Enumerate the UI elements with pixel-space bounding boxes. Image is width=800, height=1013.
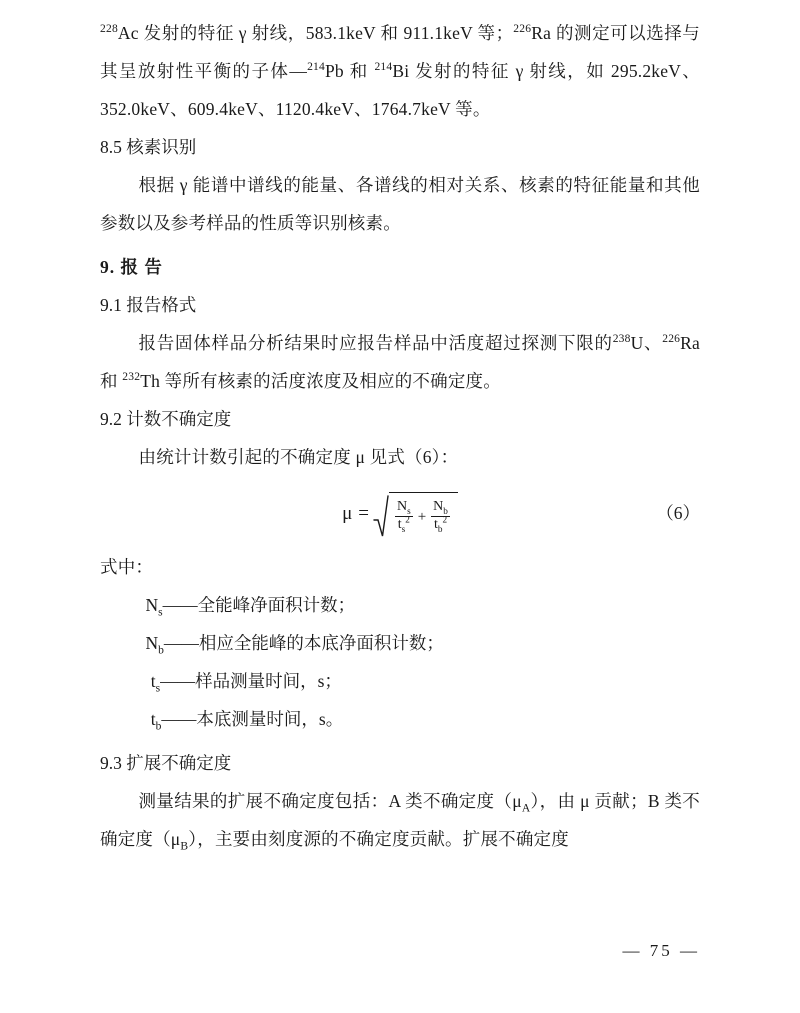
definition-subscript: b xyxy=(158,644,164,657)
fraction-denominator xyxy=(395,513,413,534)
formula-lhs: μ xyxy=(342,503,353,524)
heading-9-2: 9.2 计数不确定度 xyxy=(100,409,232,429)
heading-9-1: 9.1 报告格式 xyxy=(100,295,197,315)
definition-text: ——本底测量时间，s。 xyxy=(161,709,344,729)
definition-symbol: N xyxy=(145,633,159,653)
page-footer: — 75 — xyxy=(622,941,700,960)
text-segment: 测量结果的扩展不确定度包括：A 类不确定度（μ xyxy=(138,791,522,811)
definition-text: ——全能峰净面积计数； xyxy=(162,595,356,615)
fraction-term-2 xyxy=(430,500,451,533)
definition-subscript: s xyxy=(158,606,163,619)
formula-block-6 xyxy=(100,482,700,546)
text-segment: Ra 和 xyxy=(100,333,700,391)
denominator-symbol: t xyxy=(397,516,402,532)
definition-item xyxy=(100,662,700,700)
text-segment: ），主要由刻度源的不确定度贡献。扩展不确定度 xyxy=(188,829,569,849)
subscript-label: A xyxy=(521,802,531,815)
definition-text: ——相应全能峰的本底净面积计数； xyxy=(163,633,444,653)
definition-item xyxy=(100,624,700,662)
denominator-subscript: s xyxy=(401,523,406,534)
superscript-mass-number: 214 xyxy=(307,61,325,74)
definition-item xyxy=(100,586,700,624)
denominator-exponent: 2 xyxy=(405,513,410,524)
square-root-icon xyxy=(373,492,458,536)
denominator-subscript: b xyxy=(437,523,443,534)
numerator-subscript: s xyxy=(407,505,411,516)
text-segment: Th 等所有核素的活度浓度及相应的不确定度。 xyxy=(140,371,501,391)
heading-9: 9. 报 告 xyxy=(100,257,163,277)
definition-symbol: t xyxy=(150,671,156,691)
paragraph-9-2-body: 由统计计数引起的不确定度 μ 见式（6）： xyxy=(138,447,459,467)
text-segment: ），由 μ 贡献；B 类不确定度（μ xyxy=(100,791,700,849)
fraction-numerator xyxy=(430,500,451,516)
superscript-mass-number: 238 xyxy=(612,333,631,346)
numerator-symbol: N xyxy=(396,498,408,514)
definition-text: ——样品测量时间，s； xyxy=(160,671,342,691)
superscript-mass-number: 226 xyxy=(513,23,532,36)
superscript-mass-number: 226 xyxy=(662,333,681,346)
paragraph-text-c: 以选择与其呈放射性平衡的子体— xyxy=(100,23,700,81)
text-segment: 报告固体样品分析结果时应报告样品中活度超过探测下限的 xyxy=(138,333,613,353)
heading-9-3: 9.3 扩展不确定度 xyxy=(100,753,232,773)
paragraph-9-1-body xyxy=(100,324,700,400)
plus-operator: + xyxy=(417,508,427,525)
subscript-label: B xyxy=(180,840,189,853)
paragraph-text-e: Bi 发射的特征 γ 射线， xyxy=(392,61,587,81)
definition-symbol: N xyxy=(145,595,159,615)
formula-expression xyxy=(342,492,458,536)
paragraph-9-3-body xyxy=(100,782,700,858)
superscript-mass-number: 214 xyxy=(374,61,393,74)
superscript-mass-number: 228 xyxy=(100,23,118,36)
paragraph-text-a: Ac 发射的特征 γ 射线，583.1keV 和 911.1keV 等； xyxy=(117,23,514,43)
definition-subscript: b xyxy=(155,720,162,733)
where-label: 式中： xyxy=(100,557,154,577)
formula-number: （6） xyxy=(656,503,700,523)
definition-symbol: t xyxy=(150,709,156,729)
definition-subscript: s xyxy=(155,682,161,695)
formula-equals: = xyxy=(358,503,369,524)
denominator-exponent: 2 xyxy=(442,513,448,524)
numerator-symbol: N xyxy=(433,498,444,514)
text-segment: U、 xyxy=(630,333,663,353)
paragraph-continuation xyxy=(100,14,700,128)
definition-item xyxy=(100,700,700,738)
superscript-mass-number: 232 xyxy=(122,371,141,384)
fraction-term-1 xyxy=(394,500,414,533)
formula-radicand xyxy=(389,492,458,536)
paragraph-text-f: 如 295.2keV、352.0keV、609.4keV、1120.4keV、1764.7keV 等。 xyxy=(100,61,701,119)
fraction-denominator xyxy=(431,513,450,534)
paragraph-text-d: Pb 和 xyxy=(325,61,375,81)
denominator-symbol: t xyxy=(433,516,438,532)
radical-sign-glyph xyxy=(373,494,389,538)
paragraph-text-b: Ra 的测定可 xyxy=(531,23,629,43)
paragraph-8-5-body: 根据 γ 能谱中谱线的能量、各谱线的相对关系、核素的特征能量和其他参数以及参考样品的性质等识别核素。 xyxy=(100,175,700,233)
fraction-numerator xyxy=(394,500,414,516)
heading-8-5: 8.5 核素识别 xyxy=(100,137,197,157)
formula-center-wrap xyxy=(100,482,700,546)
numerator-subscript: b xyxy=(443,505,448,516)
